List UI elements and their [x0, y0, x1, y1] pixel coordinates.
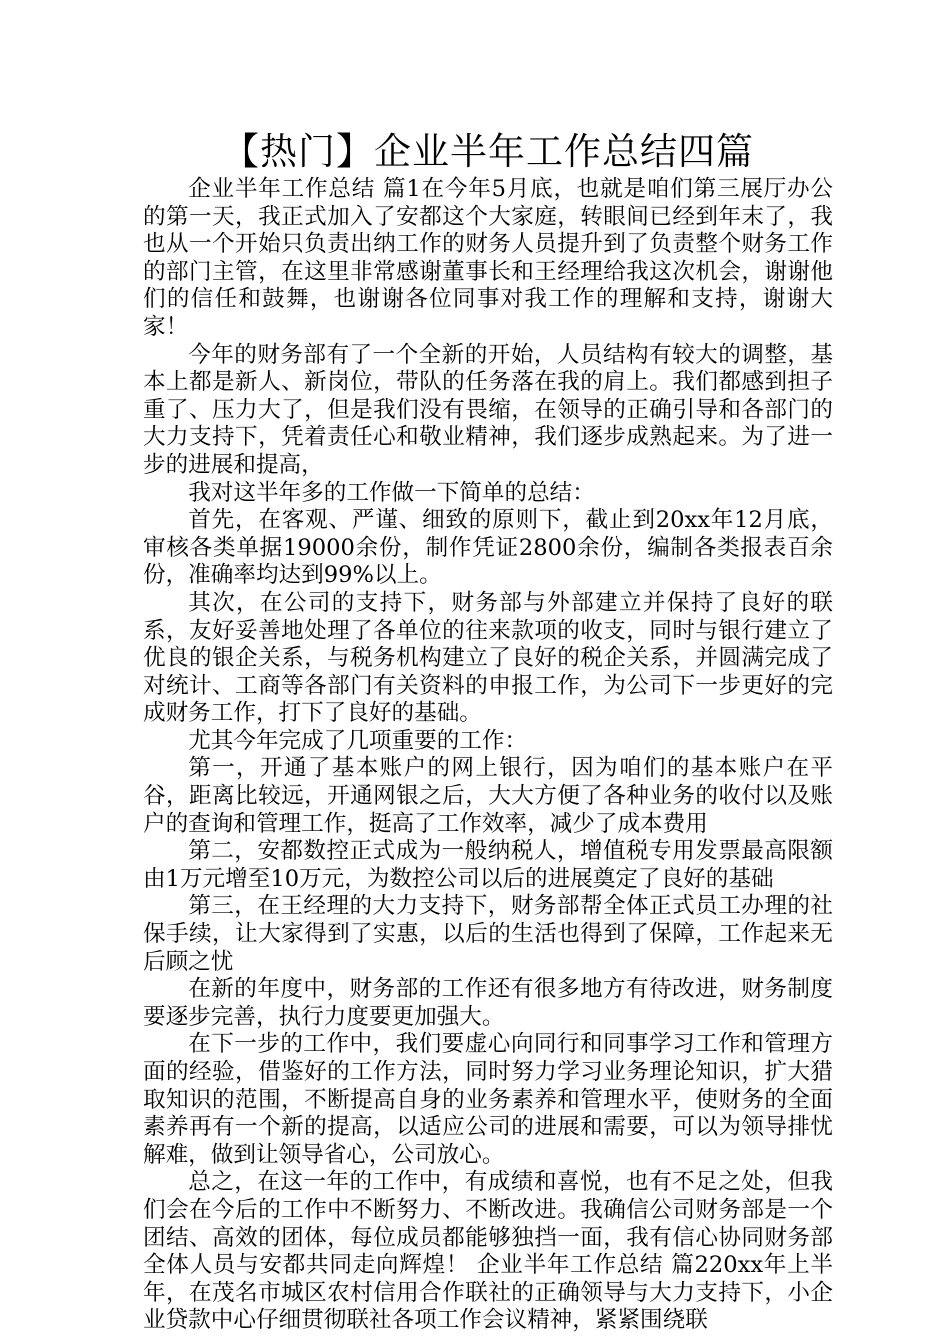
paragraph-6: 尤其今年完成了几项重要的工作： — [188, 727, 528, 754]
paragraph-3: 我对这半年多的工作做一下简单的总结： — [188, 479, 595, 506]
paragraph-7: 第一，开通了基本账户的网上银行，因为咱们的基本账户在平谷，距离比较远，开通网银之后，大大方便了各种业务的收付以及账户的查询和管理工作，挺高了工作效率，减少了成本费用 — [143, 755, 833, 837]
paragraph-12: 总之，在这一年的工作中，有成绩和喜悦，也有不足之处，但我们会在今后的工作中不断努力、不断改进。我确信公司财务部是一个团结、高效的团体，每位成员都能够独挡一面，我有信心协同财务部全体人员与安都共同走向辉煌！ 企业半年工作总结 篇220xx年上半年，在茂名市城区农村信用合作联社的正确领导与大力支持下，小企业贷款中心仔细贯彻联社各项工作会议精神，紧紧围绕联 — [143, 1169, 833, 1334]
paragraph-5: 其次，在公司的支持下，财务部与外部建立并保持了良好的联系，友好妥善地处理了各单位的往来款项的收支，同时与银行建立了优良的银企关系，与税务机构建立了良好的税企关系，并圆满完成了对统计、工商等各部门有关资料的申报工作，为公司下一步更好的完成财务工作，打下了良好的基础。 — [143, 589, 833, 727]
paragraph-1: 企业半年工作总结 篇1在今年5月底，也就是咱们第三展厅办公的第一天，我正式加入了安都这个大家庭，转眼间已经到年末了，我也从一个开始只负责出纳工作的财务人员提升到了负责整个财务工作的部门主管，在这里非常感谢董事长和王经理给我这次机会，谢谢他们的信任和鼓舞，也谢谢各位同事对我工作的理解和支持，谢谢大家！ — [143, 176, 833, 340]
document-title: 【热门】企业半年工作总结四篇 — [222, 130, 754, 173]
paragraph-10: 在新的年度中，财务部的工作还有很多地方有待改进，财务制度要逐步完善，执行力度要更加强大。 — [143, 976, 833, 1030]
document-page — [143, 128, 833, 1335]
paragraph-9: 第三，在王经理的大力支持下，财务部帮全体正式员工办理的社保手续，让大家得到了实惠，以后的生活也得到了保障，工作起来无后顾之忧 — [143, 893, 833, 975]
paragraph-11: 在下一步的工作中，我们要虚心向同行和同事学习工作和管理方面的经验，借鉴好的工作方法，同时努力学习业务理论知识，扩大猎取知识的范围，不断提高自身的业务素养和管理水平，使财务的全面素养再有一个新的提高，以适应公司的进展和需要，可以为领导排忧解难，做到让领导省心，公司放心。 — [143, 1031, 833, 1168]
document-body — [143, 176, 833, 1335]
paragraph-8: 第二，安都数控正式成为一般纳税人，增值税专用发票最高限额由1万元增至10万元，为数控公司以后的进展奠定了良好的基础 — [143, 838, 833, 892]
paragraph-2: 今年的财务部有了一个全新的开始，人员结构有较大的调整，基本上都是新人、新岗位，带队的任务落在我的肩上。我们都感到担子重了、压力大了，但是我们没有畏缩，在领导的正确引导和各部门的大力支持下，凭着责任心和敬业精神，我们逐步成熟起来。为了进一步的进展和提高， — [143, 341, 833, 478]
paragraph-4: 首先，在客观、严谨、细致的原则下，截止到20xx年12月底，审核各类单据19000余份，制作凭证2800余份，编制各类报表百余份，准确率均达到99%以上。 — [143, 507, 833, 589]
